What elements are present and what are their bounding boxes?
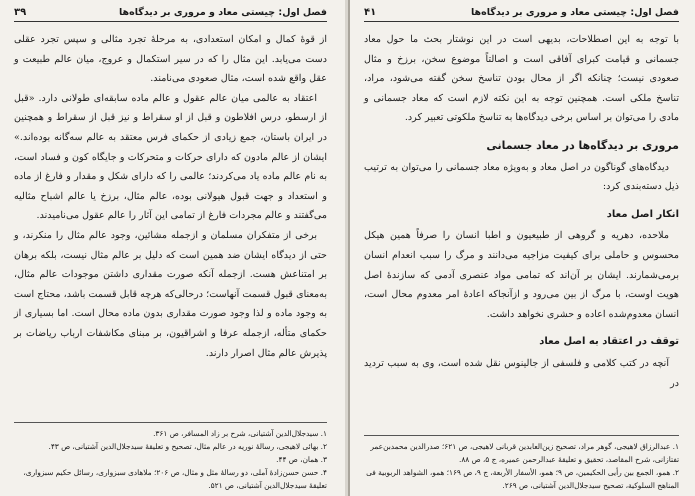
left-page <box>0 0 345 496</box>
running-header <box>364 6 679 22</box>
body-text <box>14 30 327 363</box>
paragraph: با توجه به این اصطلاحات، بدیهی است در این نوشتار بحث ما حول معاد جسمانی و قیامت کبرای آفاقی است و اصالتاً موضوع سخن، برزخ و مثال صعودی نیست؛ چنانکه اگر از محال بودن تناسخ سخن گفته می‌شود، مراد، تناسخ ملکی است. همچنین توجه به این نکته لازم است که معاد جسمانی و مادی را می‌توان بر اساس برخی دیدگاه‌ها به تناسخ ملکوتی تعبیر کرد. <box>364 34 679 124</box>
footnote: ۴. حسن حسن‌زادهٔ آملی، دو رسالهٔ مثل و مثال، ص ۲۰۶؛ ملاهادی سبزواری، رسائل حکیم سبزواری، تعلیقهٔ سیدجلال‌الدین آشتیانی، ص ۵۲۱. <box>23 468 327 490</box>
paragraph: آنچه در کتب کلامی و فلسفی از جالینوس نقل شده است، وی به سبب تردید در <box>364 357 679 389</box>
subsection-heading: توقف در اعتقاد به اصل معاد <box>539 336 679 348</box>
page-number: ۴۱ <box>364 6 377 18</box>
body-text <box>364 30 679 393</box>
footnote: ۱. عبدالرزاق لاهیجی، گوهر مراد، تصحیح زین‌العابدین قربانی لاهیجی، ص ۶۲۱؛ صدرالدین محمدبن‌عمر تفتازانی، شرح المقاصد، تحقیق و تعلیقهٔ عبدالرحمن عمیره، ج ۵، ص ۸۸. <box>370 442 679 464</box>
section-heading: مروری بر دیدگاه‌ها در معاد جسمانی <box>486 138 679 152</box>
page-number: ۳۹ <box>14 6 27 18</box>
paragraph: ملاحده، دهریه و گروهی از طبیعیون و اطبا انسان را صرفاً همین هیکل محسوس و حاملی برای کیفیت مزاجیه می‌دانند و مرگ را سبب انعدام انسان برمی‌شمارند. ایشان بر آن‌اند که تمامی مواد عنصری آدمی که سازندهٔ اصل هویت اوست، با مرگ از بین می‌رود و ازآنجاکه اعادهٔ امر معدوم محال است، انسان معدوم‌شده اعاده و حشری نخواهد داشت. <box>364 230 679 320</box>
running-header-title: فصل اول: چیستی معاد و مروری بر دیدگاه‌ها <box>118 6 327 18</box>
footnotes <box>14 422 327 492</box>
running-header-title: فصل اول: چیستی معاد و مروری بر دیدگاه‌ها <box>470 6 679 18</box>
footnote: ۳. همان، ص ۴۴. <box>276 455 327 464</box>
subsection-heading: انکار اصل معاد <box>606 208 679 220</box>
footnotes <box>364 435 679 492</box>
footnote: ۲. همو، الجمع بین رأیی الحکیمین، ص ۹؛ همو، الأسفار الأربعة، ج ۹، ص ۱۶۹؛ همو، الشواهد الربوبیة فی المناهج السلوکیة، تصحیح سیدجلال‌الدین آشتیانی، ص ۲۶۹. <box>366 468 679 490</box>
paragraph: از قوهٔ کمال و امکان استعدادی، به مرحلهٔ تجرد مثالی و سپس تجرد عقلی دست می‌یابد. این مثال را که در سیر استکمال و عروج، میان عالم طبیعت و عقل واقع شده است، مثال صعودی می‌نامند. <box>14 34 327 85</box>
paragraph: دیدگاه‌های گوناگون در اصل معاد و به‌ویژه معاد جسمانی را می‌توان به ترتیب ذیل دسته‌بندی کرد: <box>364 161 679 193</box>
running-header <box>14 6 327 22</box>
paragraph: برخی از متفکران مسلمان و ازجمله مشائین، وجود عالم مثال را منکرند، و حتی از دیدگاه ایشان ضد همین است که دلیل بر عالم مثال نیست، بلکه برهان بر امتناعش هست. ازجمله آنکه صورت مقداری داشتن موجودات عالم مثال، به‌معنای قبول قسمت آنهاست؛ درحالی‌که هرچه قابل قسمت باشد، محتاج است به وجود ماده و لذا وجود صورت مقداری بدون ماده محال است. اما بسیاری از حکمای متأله، ازجمله عرفا و اشراقیون، بر مبنای مکاشفات ارباب ریاضات بر پذیرش عالم مثال اصرار دارند. <box>14 229 327 359</box>
footnote: ۲. بهائی لاهیجی، رسالهٔ نوریه در عالم مثال، تصحیح و تعلیقهٔ سیدجلال‌الدین آشتیانی، ص ۴۳. <box>48 442 327 451</box>
right-page <box>350 0 695 496</box>
paragraph: اعتقاد به عالمی میان عالم عقول و عالم ماده سابقه‌ای طولانی دارد. «قبل از ارسطو، درس افلاطون و قبل از او سقراط و نیز قبل از سقراط و همچنین در ایران باستان، جمع زیادی از حکمای فرس معتقد به عالم سه‌گانه بوده‌اند.» ایشان از عالم مادون که دارای حرکات و متحرکات و جایگاه کون و فساد است، به نام عالم ماده یاد می‌کردند؛ عالمی را که دارای شکل و مقدار و فارغ از ماده و استعداد و جهت قبول هیولانی بوده، عالم مثال، برزخ یا عالم اشباح مثالیه می‌گفتند و عالم مجردات فارغ از تمامی این آثار را عالم عقول می‌نامیدند. <box>14 92 327 222</box>
footnote: ۱. سیدجلال‌الدین آشتیانی، شرح بر زاد المسافر، ص ۳۶۱. <box>153 429 327 438</box>
